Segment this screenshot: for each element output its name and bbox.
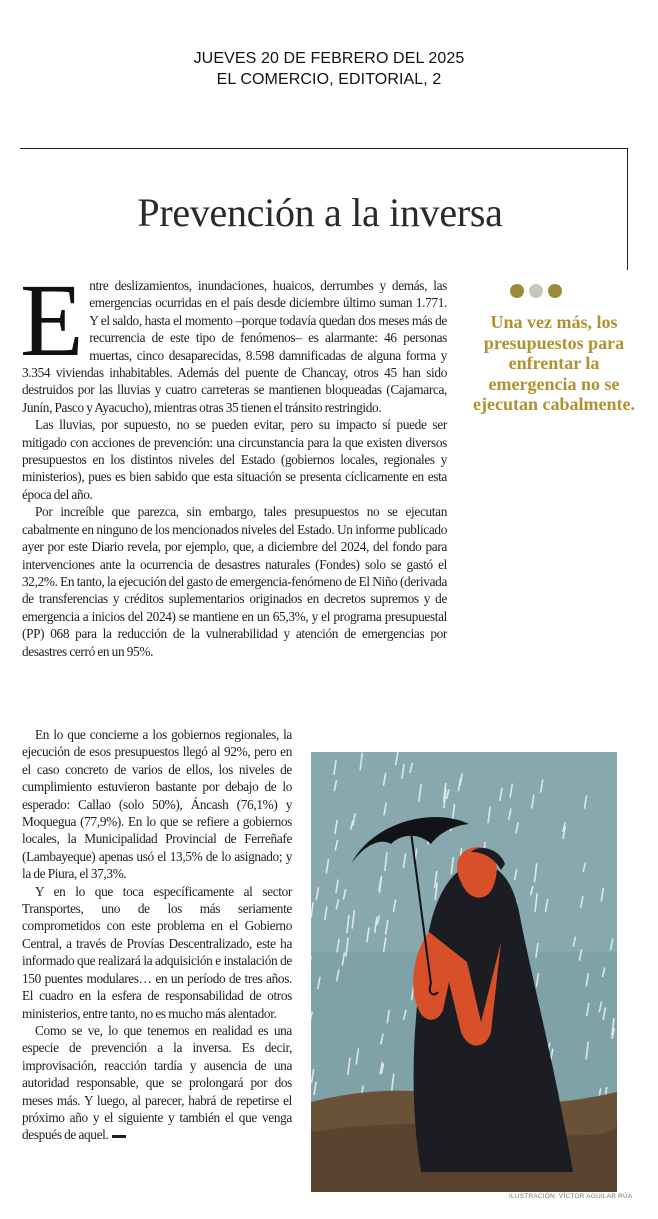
article-title: Prevención a la inversa (137, 190, 503, 235)
paragraph-5: Y en lo que toca específicamente al sector Transportes, uno de los más seriamente comprometidos con este problema en el Gobierno Central, a través de Provías Descentralizado, este ha informado que realizará la adquisición e instalación de 150 puentes modulares… en un período de tres años. El cuadro en la esfera de responsabilidad de otros ministerios, entre tanto, no es mucho más alentador. (22, 883, 292, 1021)
drop-cap: E (20, 263, 84, 378)
publication-date: JUEVES 20 DE FEBRERO DEL 2025 (193, 50, 465, 67)
illustration-woman-umbrella-rain (311, 752, 617, 1192)
top-rule (20, 148, 628, 149)
dot-icon (510, 284, 524, 298)
illustration-credit: ILUSTRACIÓN: VÍCTOR AGUILAR RÚA (509, 1193, 633, 1200)
paragraph-1-text: ntre deslizamientos, inundaciones, huaicos, derrumbes y demás, las emergencias ocurridas en el país desde diciembre último suman 1.771. Y el saldo, hasta el momento –porque todavía quedan dos meses más de recurrencia de este tipo de fenómenos– es alarmante: 46 personas muertas, cinco desaparecidas, 8.598 damnificadas de alguna forma y 3.354 viviendas inhabitables. Además del puente de Chancay, otros 45 han sido destruidos por las lluvias y cuatro carreteras se mantienen bloqueadas (Cajamarca, Junín, Pasco y Ayacucho), mientras otras 35 tienen el tránsito restringido. (22, 278, 447, 415)
side-rule (627, 148, 628, 270)
article-body-narrow (22, 726, 292, 1144)
decorative-dots (510, 284, 567, 303)
paragraph-1 (20, 263, 447, 416)
end-mark (112, 1135, 126, 1138)
publication-source: EL COMERCIO, EDITORIAL, 2 (216, 71, 442, 88)
pull-quote: Una vez más, los presupuestos para enfrentar la emergencia no se ejecutan cabalmente. (473, 312, 635, 414)
paragraph-6-text: Como se ve, lo que tenemos en realidad es una especie de prevención a la inversa. Es decir, improvisación, reacción tardía y ausencia de una autoridad responsable, que se prolongará por dos meses más. Y luego, al parecer, habrá de repetirse el próximo año y el siguiente y también el que venga después de aquel. (22, 1022, 292, 1143)
article-body-wide (20, 263, 447, 660)
paragraph-4: En lo que concierne a los gobiernos regionales, la ejecución de esos presupuestos llegó al 92%, pero en el caso concreto de varios de ellos, los niveles de cumplimiento estuvieron bastante por debajo de lo esperado: Callao (solo 50%), Áncash (76,1%) y Moquegua (77,9%). En lo que se refiere a gobiernos locales, la Municipalidad Provincial de Ferreñafe (Lambayeque) apenas usó el 13,5% de lo asignado; y la de Piura, el 37,3%. (22, 727, 292, 882)
paragraph-6 (22, 1022, 292, 1144)
dateline (0, 48, 658, 90)
dot-icon (529, 284, 543, 298)
paragraph-3: Por increíble que parezca, sin embargo, tales presupuestos no se ejecutan cabalmente en ninguno de los mencionados niveles del Estado. Un informe publicado ayer por este Diario revela, por ejemplo, que, a diciembre del 2024, del fondo para intervenciones ante la ocurrencia de desastres naturales (Fondes) solo se gastó el 32,2%. En tanto, la ejecución del gasto de emergencia-fenómeno de El Niño (derivada de transferencias y créditos suplementarios originados en decretos supremos y de emergencia a inicios del 2024) se mantiene en un 65,3%, y el programa presupuestal (PP) 068 para la reducción de la vulnerabilidad y atención de emergencias por desastres cerró en un 95%. (22, 504, 447, 659)
dot-icon (548, 284, 562, 298)
paragraph-2: Las lluvias, por supuesto, no se pueden evitar, pero su impacto sí puede ser mitigado con acciones de prevención: una circunstancia para la que existen diversos presupuestos en los distintos niveles del Estado (gobiernos locales, regionales y ministerios), pues es bien sabido que esta situación se presenta cíclicamente en esta época del año. (22, 417, 447, 502)
